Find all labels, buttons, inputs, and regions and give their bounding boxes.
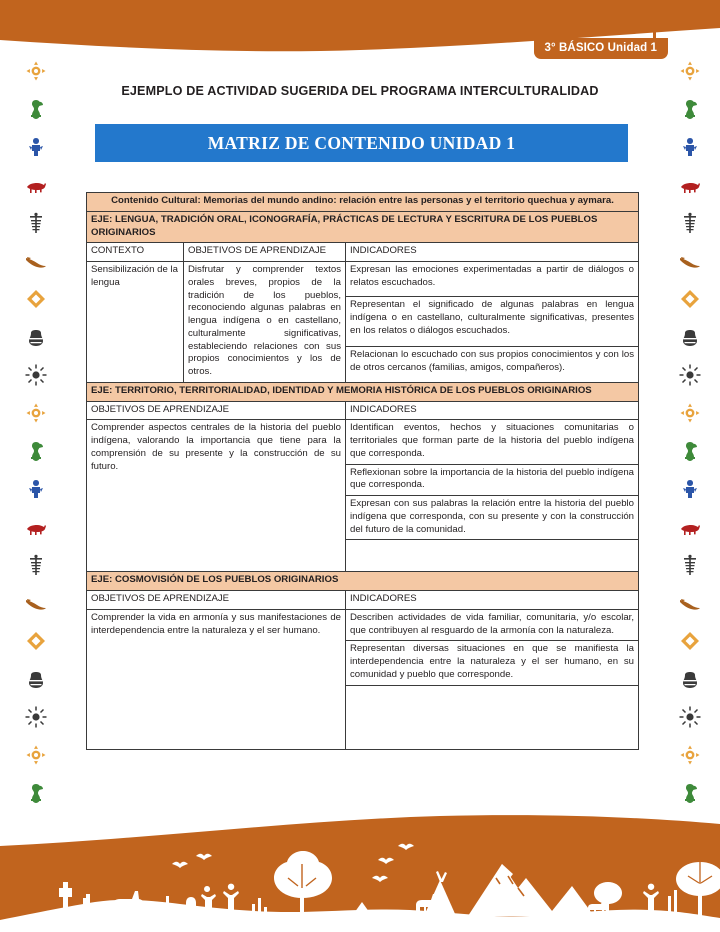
table-row <box>87 262 639 297</box>
sun-flower-glyph <box>8 736 64 774</box>
condor-glyph <box>8 584 64 622</box>
fox-glyph <box>8 166 64 204</box>
eje-title-2: EJE: TERRITORIO, TERRITORIALIDAD, IDENTIDAD Y MEMORIA HISTÓRICA DE LOS PUEBLOS ORIGINARIOS <box>87 382 639 401</box>
sunburst-glyph <box>662 698 718 736</box>
sunburst-glyph <box>662 356 718 394</box>
content-matrix-table <box>86 192 639 750</box>
diamond-glyph <box>8 622 64 660</box>
sun-flower-glyph <box>8 52 64 90</box>
contexto-cell: Sensibilización de la lengua <box>87 262 184 383</box>
bird-figure-glyph <box>8 774 64 812</box>
indicador-cell: Representan el significado de algunas palabras en lengua indígena o en castellano, culturalmente significativas, presentes en los relatos o diálogos escuchados. <box>346 297 639 347</box>
fox-glyph <box>8 508 64 546</box>
col-header-objetivos: OBJETIVOS DE APRENDIZAJE <box>87 401 346 420</box>
column-header-row <box>87 591 639 610</box>
matrix-title-bar <box>95 124 628 162</box>
vessel-glyph <box>662 660 718 698</box>
cultural-content-label: Contenido Cultural: <box>111 195 201 206</box>
condor-glyph <box>662 242 718 280</box>
eje-header-row <box>87 211 639 243</box>
bird-figure-glyph <box>8 432 64 470</box>
bird-figure-glyph <box>8 90 64 128</box>
unit-badge: 3° BÁSICO Unidad 1 <box>534 38 668 59</box>
bird-figure-glyph <box>662 774 718 812</box>
fox-glyph <box>662 166 718 204</box>
diamond-glyph <box>662 280 718 318</box>
condor-glyph <box>8 242 64 280</box>
left-glyph-column <box>8 52 64 812</box>
bird-figure-glyph <box>662 432 718 470</box>
indicador-cell: Identifican eventos, hechos y situaciones comunitarias o territoriales que forman parte de la historia del pueblo indígena que corresponda. <box>346 420 639 464</box>
sun-flower-glyph <box>8 394 64 432</box>
sunburst-glyph <box>8 698 64 736</box>
indicador-cell-empty <box>346 540 639 572</box>
standing-figure-glyph <box>8 128 64 166</box>
totem-figure-glyph <box>662 546 718 584</box>
objetivo-cell: Disfrutar y comprender textos orales breves, propios de la tradición de los pueblos, reconociendo algunas palabras en lengua indígena o en castellano, culturalmente significativas, estableciendo relaciones con sus propios conocimientos y los de otros. <box>184 262 346 383</box>
table-row <box>87 609 639 641</box>
totem-figure-glyph <box>662 204 718 242</box>
sunburst-glyph <box>8 356 64 394</box>
sun-flower-glyph <box>662 394 718 432</box>
column-header-row <box>87 401 639 420</box>
column-header-row <box>87 243 639 262</box>
objetivo-cell: Comprender la vida en armonía y sus manifestaciones de interdependencia entre la naturaleza y el ser humano. <box>87 609 346 749</box>
indicador-cell-empty <box>346 685 639 749</box>
standing-figure-glyph <box>662 128 718 166</box>
indicador-cell: Reflexionan sobre la importancia de la historia del pueblo indígena que corresponda. <box>346 464 639 496</box>
indicador-cell: Describen actividades de vida familiar, comunitaria, y/o escolar, que contribuyen al resguardo de la armonía con la naturaleza. <box>346 609 639 641</box>
standing-figure-glyph <box>8 470 64 508</box>
sun-flower-glyph <box>662 736 718 774</box>
sun-flower-glyph <box>662 52 718 90</box>
page-title: EJEMPLO DE ACTIVIDAD SUGERIDA DEL PROGRAMA INTERCULTURALIDAD <box>121 84 599 98</box>
vessel-glyph <box>8 660 64 698</box>
eje-title-3: EJE: COSMOVISIÓN DE LOS PUEBLOS ORIGINARIOS <box>87 572 639 591</box>
col-header-contexto: CONTEXTO <box>87 243 184 262</box>
fox-glyph <box>662 508 718 546</box>
right-glyph-column <box>662 52 718 812</box>
indicador-cell: Relacionan lo escuchado con sus propios conocimientos y con los de otros cercanos (familias, amigos, compañeros). <box>346 347 639 382</box>
col-header-objetivos: OBJETIVOS DE APRENDIZAJE <box>184 243 346 262</box>
diamond-glyph <box>662 622 718 660</box>
totem-figure-glyph <box>8 546 64 584</box>
indicador-cell: Expresan las emociones experimentadas a partir de diálogos o relatos escuchados. <box>346 262 639 297</box>
vessel-glyph <box>8 318 64 356</box>
condor-glyph <box>662 584 718 622</box>
eje-header-row <box>87 382 639 401</box>
col-header-indicadores: INDICADORES <box>346 243 639 262</box>
eje-title-1: EJE: LENGUA, TRADICIÓN ORAL, ICONOGRAFÍA, PRÁCTICAS DE LECTURA Y ESCRITURA DE LOS PUEBLOS ORIGINARIOS <box>87 211 639 243</box>
matrix-title-text: MATRIZ DE CONTENIDO UNIDAD 1 <box>207 132 516 153</box>
col-header-indicadores: INDICADORES <box>346 401 639 420</box>
totem-figure-glyph <box>8 204 64 242</box>
vessel-glyph <box>662 318 718 356</box>
objetivo-cell: Comprender aspectos centrales de la historia del pueblo indígena, valorando la importancia que tiene para la comprensión de su presente y la construcción de su futuro. <box>87 420 346 572</box>
footer-decorative-band <box>0 812 720 932</box>
table-row <box>87 420 639 464</box>
col-header-objetivos: OBJETIVOS DE APRENDIZAJE <box>87 591 346 610</box>
table-row-cultural-content <box>87 193 639 212</box>
eje-header-row <box>87 572 639 591</box>
diamond-glyph <box>8 280 64 318</box>
cultural-content-cell: Contenido Cultural: Memorias del mundo andino: relación entre las personas y el territorio quechua y aymara. <box>87 193 639 212</box>
indicador-cell: Expresan con sus palabras la relación entre la historia del pueblo indígena que corresponda, con su presente y con la construcción del futuro de la comunidad. <box>346 496 639 540</box>
col-header-indicadores: INDICADORES <box>346 591 639 610</box>
bird-figure-glyph <box>662 90 718 128</box>
indicador-cell: Representan diversas situaciones en que se manifiesta la interdependencia entre la naturaleza y el ser humano, en su comunidad y pueblo que corresponde. <box>346 641 639 685</box>
standing-figure-glyph <box>662 470 718 508</box>
